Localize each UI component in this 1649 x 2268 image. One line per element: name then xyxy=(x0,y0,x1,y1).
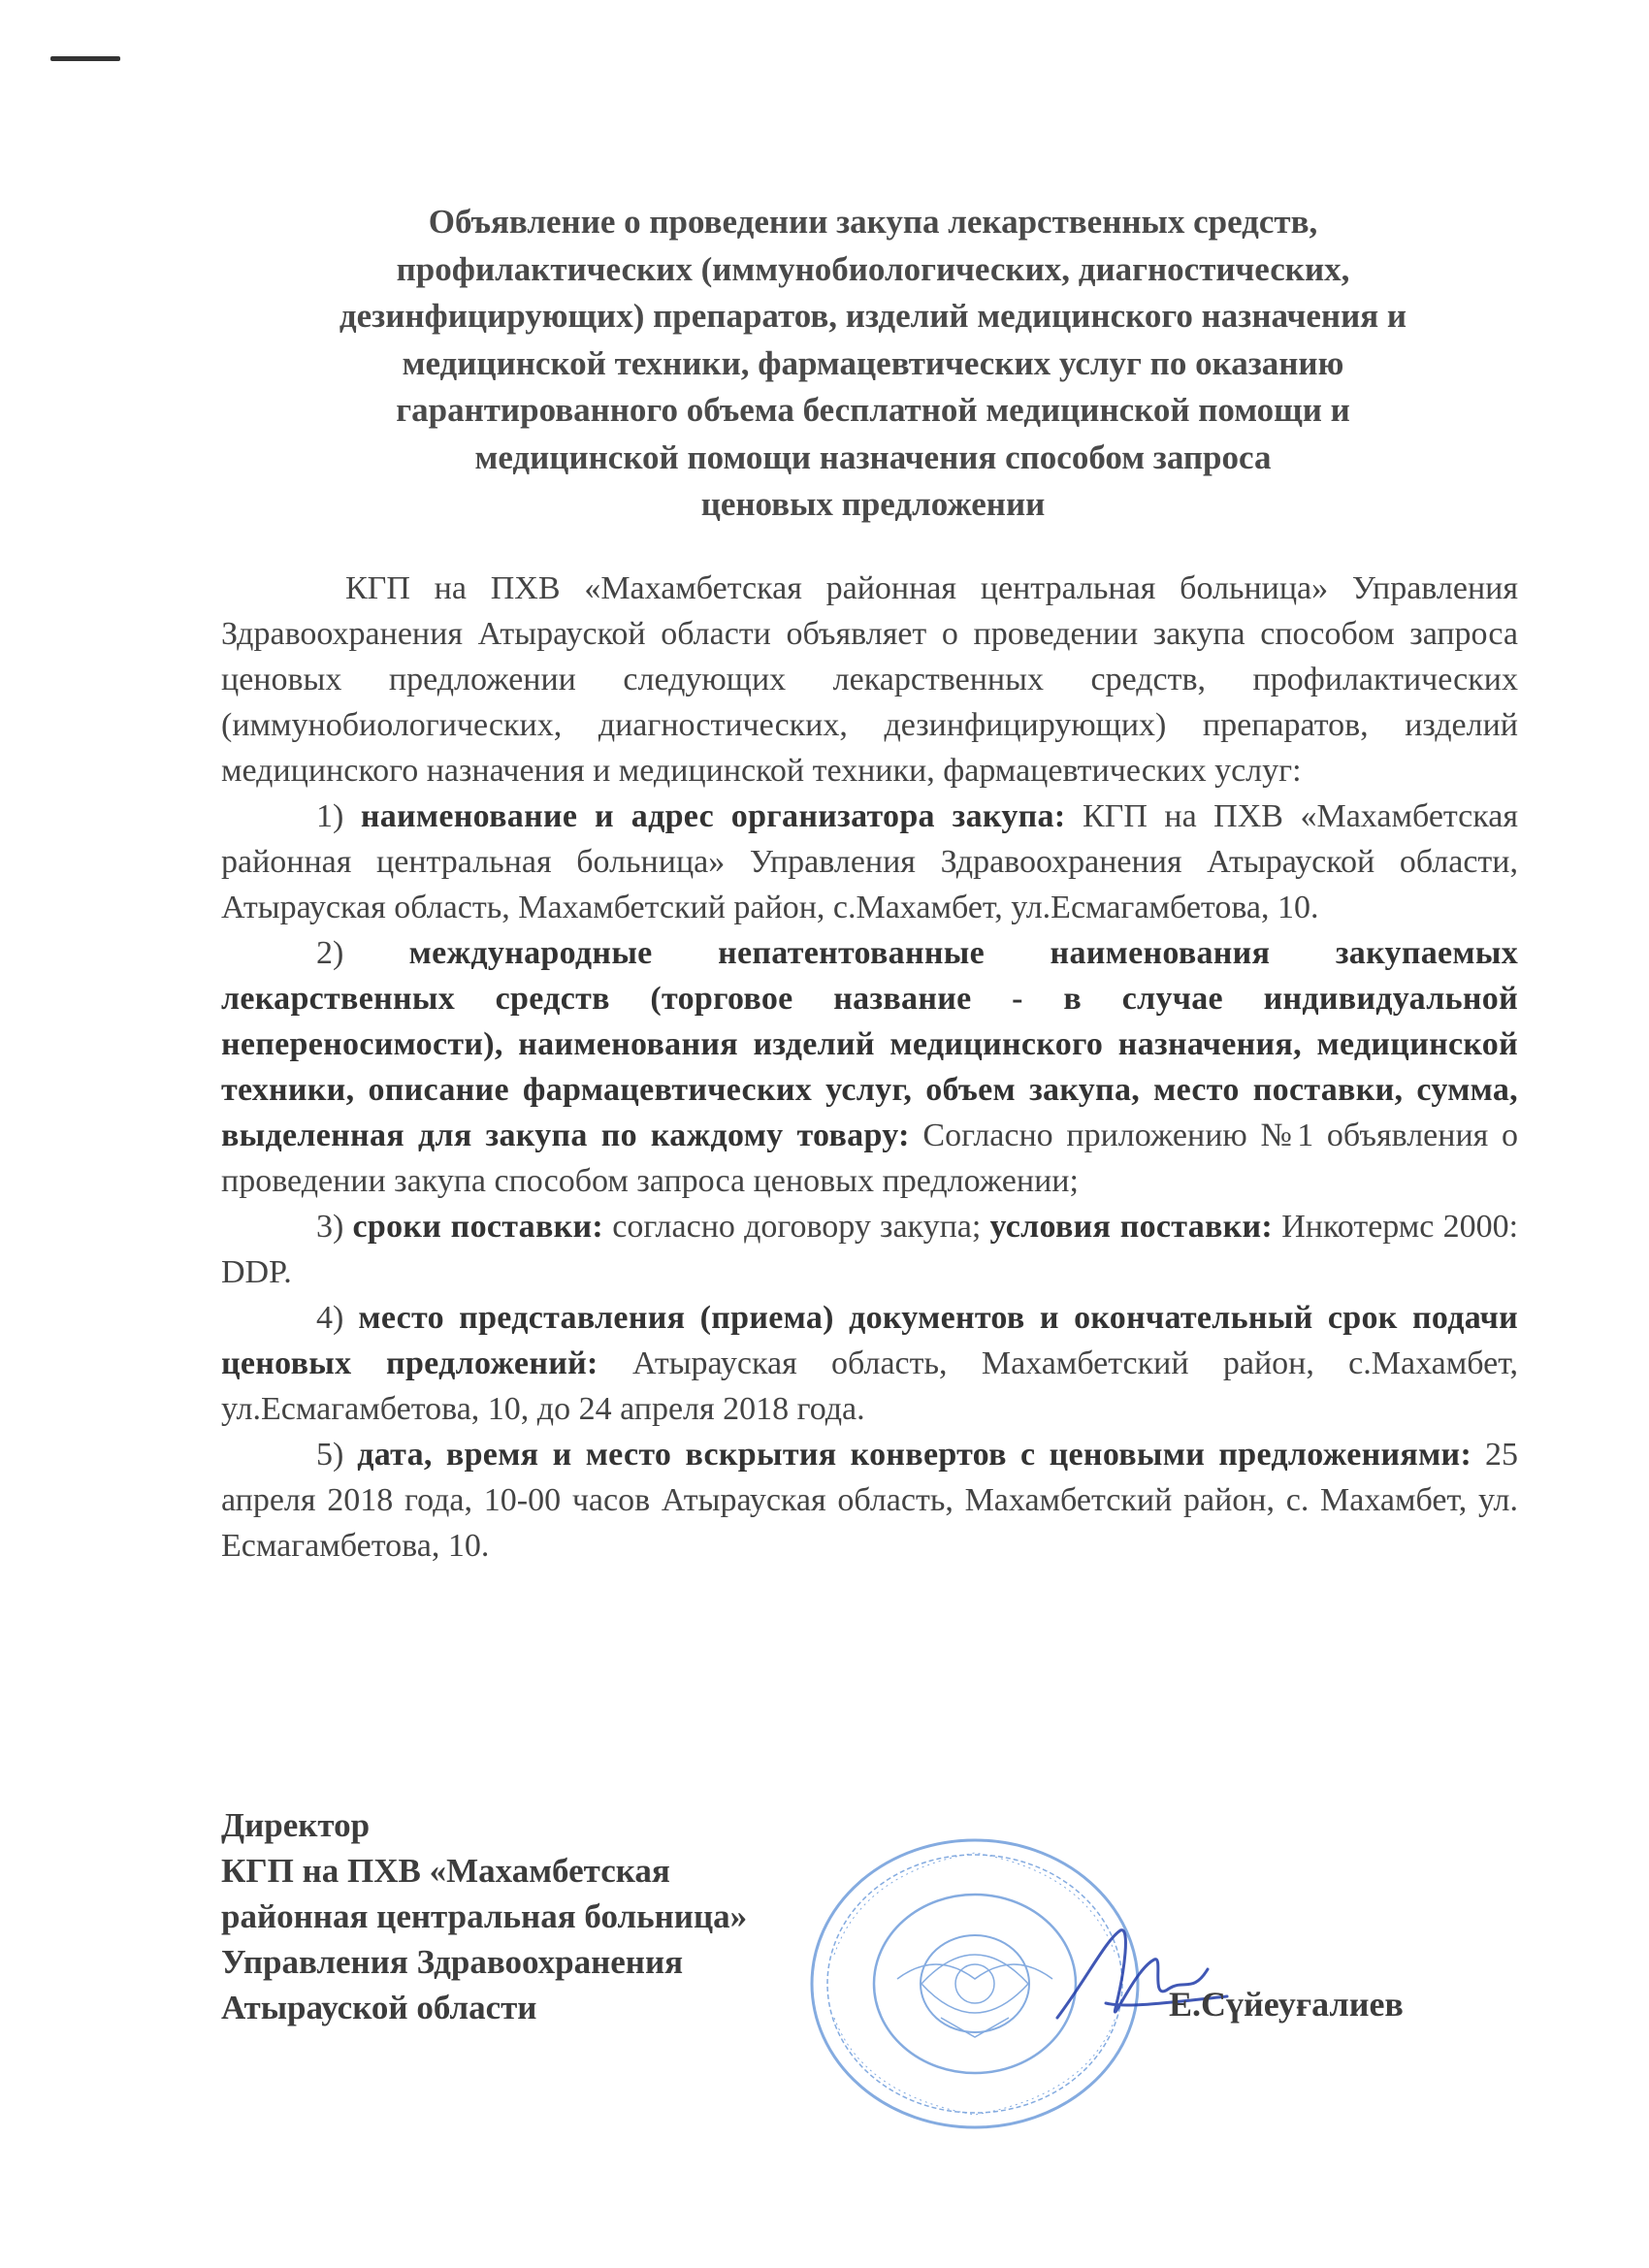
signature-block xyxy=(221,1802,747,2030)
signer-title-line: Атырауской области xyxy=(221,1989,537,2026)
list-item xyxy=(221,1295,1518,1432)
intro-paragraph: КГП на ПХВ «Махамбетская районная центральная больница» Управления Здравоохранения Атырауской области объявляет о проведении закупа способом запроса ценовых предложении следующих лекарственных средств, профилактических (иммунобиологических, диагностических, дезинфицирующих) препаратов, изделий медицинского назначения и медицинской техники, фармацевтических услуг: xyxy=(221,570,1518,789)
signer-title-line: районная центральная больница» xyxy=(221,1897,748,1935)
item-text-secondary: Инкотермс 2000: DDP. xyxy=(221,1209,1519,1290)
item-number: 4) xyxy=(316,1300,344,1336)
item-text: Согласно приложению №1 объявления о проведении закупа способом запроса ценовых предложении; xyxy=(221,1118,1518,1199)
item-text: КГП на ПХВ «Махамбетская районная центральная больница» Управления Здравоохранения Атырауской области, Атырауская область, Махамбетский район, с.Махамбет, ул.Есмагамбетова, 10. xyxy=(221,798,1519,925)
title-line: ценовых предложении xyxy=(700,485,1046,523)
item-number: 2) xyxy=(316,935,344,971)
list-item xyxy=(221,1432,1518,1569)
item-number: 3) xyxy=(316,1209,344,1245)
list-item xyxy=(221,794,1518,930)
item-label-secondary: условия поставки: xyxy=(989,1209,1274,1245)
signer-title-line: Директор xyxy=(221,1806,371,1844)
title-line: Объявление о проведении закупа лекарственных средств, xyxy=(428,203,1318,241)
title-line: дезинфицирующих) препаратов, изделий медицинского назначения и xyxy=(339,297,1407,335)
item-label: дата, время и место вскрытия конвертов с ценовыми предложениями: xyxy=(357,1437,1472,1473)
item-text: согласно договору закупа; xyxy=(612,1209,982,1245)
item-label: наименование и адрес организатора закупа: xyxy=(360,798,1066,834)
title-line: профилактических (иммунобиологических, диагностических, xyxy=(396,249,1350,288)
title-line: гарантированного объема бесплатной медицинской помощи и xyxy=(396,391,1350,429)
title-line: медицинской помощи назначения способом запроса xyxy=(474,437,1272,476)
signer-title-line: Управления Здравоохранения xyxy=(221,1943,684,1981)
item-label: международные непатентованные наименования закупаемых лекарственных средств (торговое название - в случае индивидуальной непереносимости), наименования изделий медицинского назначения, медицинской техники, описание фармацевтических услуг, объем закупа, место поставки, сумма, выделенная для закупа по каждому товару: xyxy=(221,935,1518,1153)
list-item xyxy=(221,1204,1518,1295)
scan-mark xyxy=(50,56,120,61)
signer-title-line: КГП на ПХВ «Махамбетская xyxy=(221,1852,670,1890)
item-text: 25 апреля 2018 года, 10-00 часов Атырауская область, Махамбетский район, с. Махамбет, ул. Есмагамбетова, 10. xyxy=(221,1437,1519,1564)
title-line: медицинской техники, фармацевтических услуг по оказанию xyxy=(402,343,1344,382)
signer-name: Е.Сүйеуғалиев xyxy=(1169,1985,1404,2024)
item-number: 1) xyxy=(316,798,344,834)
item-text: Атырауская область, Махамбетский район, с.Махамбет, ул.Есмагамбетова, 10, до 24 апреля 2018 года. xyxy=(221,1345,1518,1427)
list-item xyxy=(221,930,1518,1204)
document-body xyxy=(221,566,1518,1569)
document-title xyxy=(194,199,1552,529)
item-label: место представления (приема) документов и окончательный срок подачи ценовых предложений: xyxy=(221,1300,1519,1381)
item-label: сроки поставки: xyxy=(352,1209,604,1245)
item-number: 5) xyxy=(316,1437,344,1473)
